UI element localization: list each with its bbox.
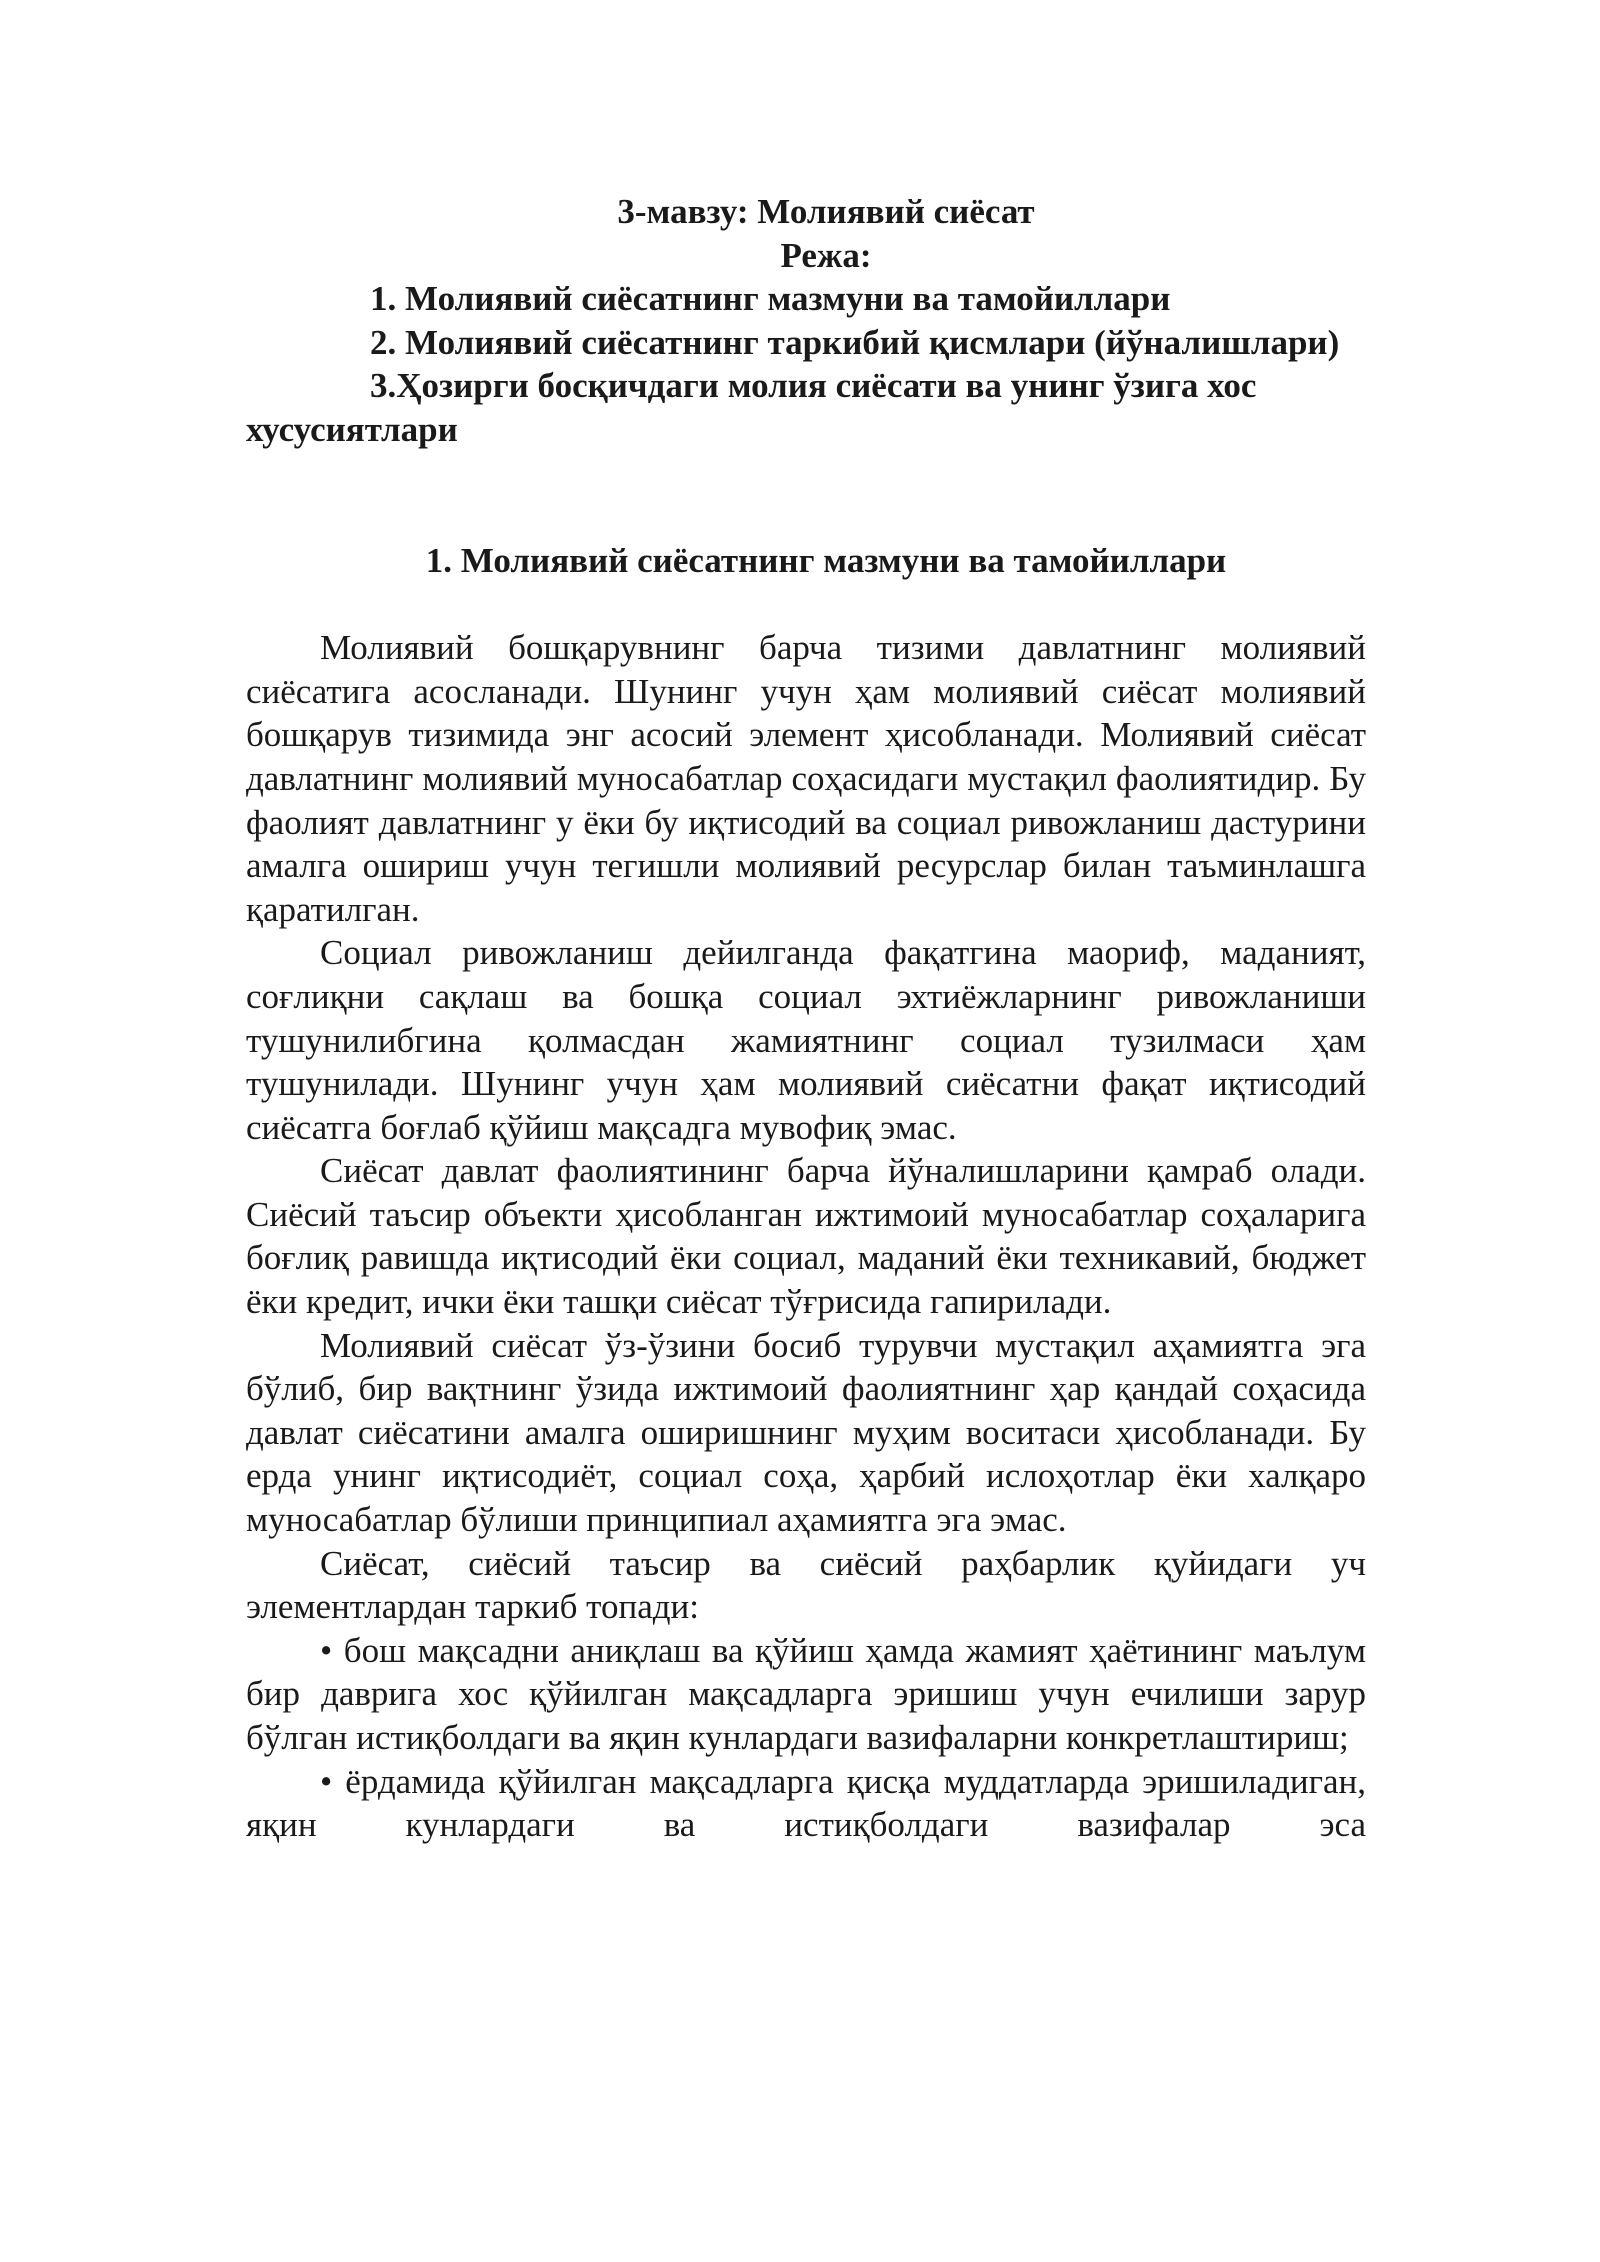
section-title: 1. Молиявий сиёсатнинг мазмуни ва тамойиллари [425,540,1227,580]
bullet-item-1: • бош мақсадни аниқлаш ва қўйиш ҳамда жамият ҳаётининг маълум бир даврига хос қўйилган мақсадларга эришиш учун ечилиши зарур бўлган истиқболдаги ва яқин кунлардаги вазифаларни конкретлаштириш; [246,1630,1366,1757]
paragraph-4: Молиявий сиёсат ўз-ўзини босиб турувчи мустақил аҳамиятга эга бўлиб, бир вақтнинг ўзида ижтимоий фаолиятнинг ҳар қандай соҳасида давлат сиёсатини амалга оширишнинг муҳим воситаси ҳисобланади. Бу ерда унинг иқтисодиёт, социал соҳа, ҳарбий ислоҳотлар ёки халқаро муносабатлар бўлиши принципиал аҳамиятга эга эмас. [246,1325,1366,1540]
paragraph-3: Сиёсат давлат фаолиятининг барча йўналишларини қамраб олади. Сиёсий таъсир объекти ҳисобланган ижтимоий муносабатлар соҳаларига боғлиқ равишда иқтисодий ёки социал, маданий ёки техникавий, бюджет ёки кредит, ички ёки ташқи сиёсат тўғрисида гапирилади. [246,1151,1366,1322]
spacer [246,582,1366,626]
document-page [246,190,1366,1847]
paragraph-5: Сиёсат, сиёсий таъсир ва сиёсий раҳбарлик қуйидаги уч элементлардан таркиб топади: [246,1543,1366,1627]
plan-item-2: 2. Молиявий сиёсатнинг таркибий қисмлари (йўналишлари) [370,322,1340,362]
plan-item-1: 1. Молиявий сиёсатнинг мазмуни ва тамойиллари [370,279,1171,319]
plan-label: Режа: [780,235,872,275]
paragraph-1: Молиявий бошқарувнинг барча тизими давлатнинг молиявий сиёсатига асосланади. Шунинг учун ҳам молиявий сиёсат молиявий бошқарув тизимида энг асосий элемент ҳисобланади. Молиявий сиёсат давлатнинг молиявий муносабатлар соҳасидаги мустақил фаолиятидир. Бу фаолият давлатнинг у ёки бу иқтисодий ва социал ривожланиш дастурини амалга ошириш учун тегишли молиявий ресурслар билан таъминлашга қаратилган. [246,628,1366,929]
bullet-item-2: • ёрдамида қўйилган мақсадларга қисқа муддатларда эришиладиган, яқин кунлардаги ва истиқболдаги вазифалар эса [246,1761,1366,1845]
plan-item-3: 3.Ҳозирги босқичдаги молия сиёсати ва унинг ўзига хос хусусиятлари [246,366,1257,449]
paragraph-2: Социал ривожланиш дейилганда фақатгина маориф, маданият, соғлиқни сақлаш ва бошқа социал эхтиёжларнинг ривожланиши тушунилибгина қолмасдан жамиятнинг социал тузилмаси ҳам тушунилади. Шунинг учун ҳам молиявий сиёсатни фақат иқтисодий сиёсатга боғлаб қўйиш мақсадга мувофиқ эмас. [246,933,1366,1147]
spacer [246,452,1366,539]
topic-title: 3-мавзу: Молиявий сиёсат [617,192,1035,231]
